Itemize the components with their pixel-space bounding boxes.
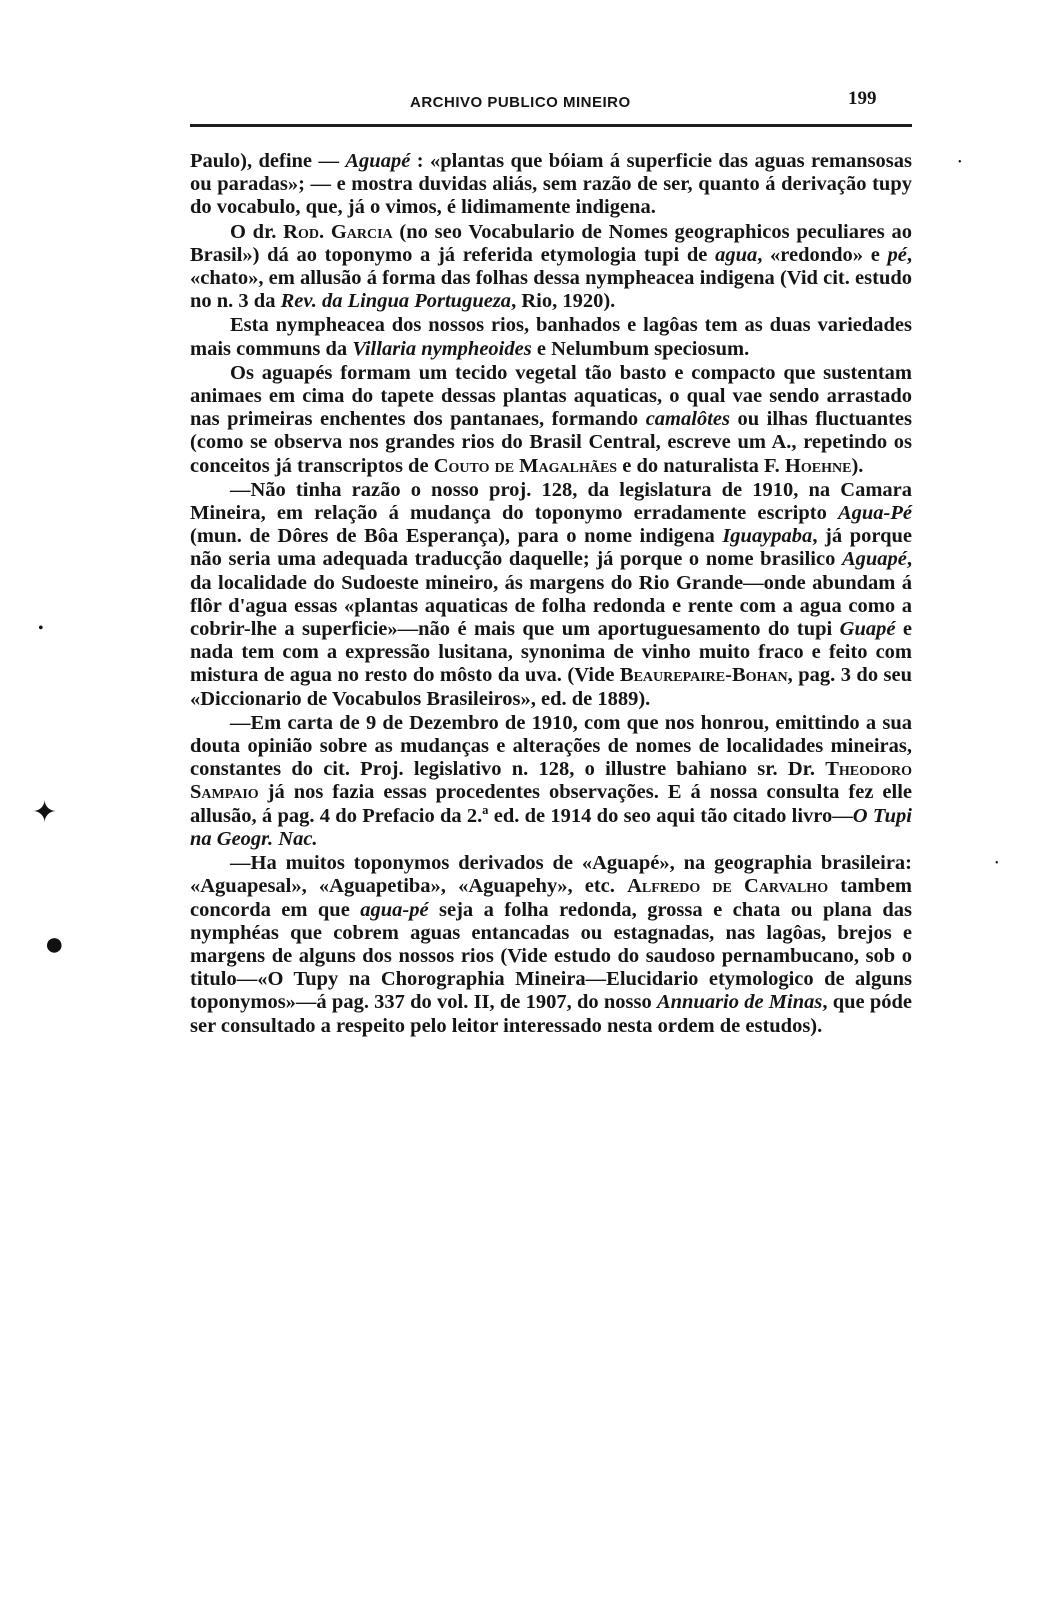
italic-text: pé	[887, 243, 907, 266]
text-run: seja a folha redonda, grossa e chata ou plana das nymphéas que cobrem aguas entancadas ou estagnadas, nas lagôas, brejos e margens de alguns dos nossos rios (Vide estudo do saudoso pernambucano, sob o titulo—«O Tupy na Chorographia Mineira—Elucidario etymologico de alguns toponymos»—á pag. 337 do vol. II, de 1907, do nosso	[190, 898, 912, 1014]
text-run: , «chato», em allusão á forma das folhas dessa nympheacea indigena (Vid cit. estudo no n. 3 da	[190, 243, 912, 313]
small-caps-name: Couto de Magalhães	[433, 454, 618, 477]
text-run: , da localidade do Sudoeste mineiro, ás margens do Rio Grande—onde abundam á flôr d'agua essas «plantas aquaticas de folha redonda e rente com a agua como a cobrir-lhe a superficie»—não é mais que um aportuguesamento do tupi	[190, 548, 912, 641]
text-run: : «plantas que bóiam á superficie das aguas remansosas ou paradas»; — e mostra duvidas aliás, sem razão de ser, quanto á derivação tupy do vocabulo, que, já o vimos, é lidimamente indigena.	[190, 150, 912, 219]
small-caps-name: Theodoro Sampaio	[190, 758, 912, 804]
text-run: —Ha muitos toponymos derivados de «Aguapé», na geographia brasileira: «Aguapesal», «Aguapetiba», «Aguapehy», etc.	[190, 852, 912, 898]
text-run: Paulo), define —	[190, 150, 346, 172]
print-speck: •	[958, 157, 962, 168]
text-run: , «redondo» e	[757, 243, 888, 266]
italic-text: O Tupi na Geogr. Nac.	[190, 804, 912, 850]
text-run: (mun. de Dôres de Bôa Esperança), para o nome indigena	[190, 525, 723, 548]
text-run: ou ilhas fluctuantes (como se observa nos grandes rios do Brasil Central, escreve um A., repetindo os conceitos já transcriptos de	[190, 408, 912, 477]
text-run: já nos fazia essas procedentes observações. E á nossa consulta fez elle allusão, á pag. 4 do Prefacio da 2.ª ed. de 1914 do seo aqui tão citado livro—	[190, 781, 912, 827]
text-run: (no seo Vocabulario de Nomes geographicos peculiares ao Brasil») dá ao toponymo a já referida etymologia tupi de	[190, 220, 912, 266]
italic-text: Aguapé	[345, 150, 411, 172]
text-run: Os aguapés formam um tecido vegetal tão basto e compacto que sustentam animaes em cima do tapete dessas plantas aquaticas, o qual vae sendo arrastado nas primeiras enchentes dos pantanaes, formando	[190, 361, 912, 431]
body-text	[190, 150, 912, 1038]
italic-text: Guapé	[839, 618, 896, 641]
small-caps-name: Rod. Garcia	[283, 220, 393, 243]
text-run: e nada tem com a expressão lusitana, synonima de vinho muito fraco e feito com mistura de agua no resto do môsto da uva. (Vide	[190, 618, 912, 687]
italic-text: camalôtes	[645, 408, 730, 431]
print-speck: •	[38, 620, 44, 637]
paragraph	[190, 852, 912, 1038]
small-caps-name: Hoehne	[784, 454, 852, 477]
text-run: ).	[851, 454, 864, 477]
text-run: Esta nympheacea dos nossos rios, banhados e lagôas tem as duas variedades mais communs da	[190, 314, 912, 360]
paragraph	[190, 712, 912, 851]
running-header	[190, 88, 912, 122]
small-caps-name: Beaurepaire-Bohan	[619, 664, 788, 687]
text-run: —Não tinha razão o nosso proj. 128, da legislatura de 1910, na Camara Mineira, em relação á mudança do toponymo erradamente escripto	[190, 478, 912, 525]
text-run: —Em carta de 9 de Dezembro de 1910, com que nos honrou, emittindo a sua douta opinião sobre as mudanças e alterações de nomes de localidades mineiras, constantes do cit. Proj. legislativo n. 128, o illustre bahiano sr. Dr.	[190, 711, 912, 781]
paragraph	[190, 150, 912, 220]
text-run: , Rio, 1920).	[511, 290, 616, 313]
paragraph	[190, 362, 912, 478]
paragraph	[190, 221, 912, 314]
text-run: , que póde ser consultado a respeito pelo leitor interessado nesta ordem de estudos).	[190, 991, 912, 1037]
print-speck: •	[995, 858, 999, 869]
header-title: ARCHIVO PUBLICO MINEIRO	[410, 94, 631, 111]
text-run: , já porque não seria uma adequada traducção daquelle; já porque o nome brasilico	[190, 525, 912, 571]
italic-text: agua	[715, 243, 758, 266]
italic-text: agua-pé	[360, 898, 429, 921]
header-rule	[190, 124, 912, 127]
page-number: 199	[848, 88, 877, 109]
italic-text: Aguapé	[841, 548, 907, 571]
small-caps-name: Alfredo de Carvalho	[627, 875, 829, 898]
paragraph	[190, 314, 912, 360]
italic-text: Villaria nympheoides	[352, 337, 532, 360]
italic-text: Rev. da Lingua Portugueza	[280, 290, 512, 313]
text-run: e do naturalista F.	[617, 454, 785, 477]
text-run: O dr.	[230, 220, 284, 243]
paragraph	[190, 479, 912, 711]
italic-text: Iguaypaba	[722, 525, 813, 548]
text-run: , pag. 3 do seu «Diccionario de Vocabulos Brasileiros», ed. de 1889).	[190, 664, 913, 710]
italic-text: Agua-Pé	[837, 502, 912, 525]
print-blot: ●	[44, 926, 65, 963]
italic-text: Annuario de Minas	[656, 991, 823, 1014]
text-run: e Nelumbum speciosum.	[531, 337, 750, 360]
print-blot: ✦	[32, 796, 58, 829]
text-run: tambem concorda em que	[190, 875, 912, 921]
